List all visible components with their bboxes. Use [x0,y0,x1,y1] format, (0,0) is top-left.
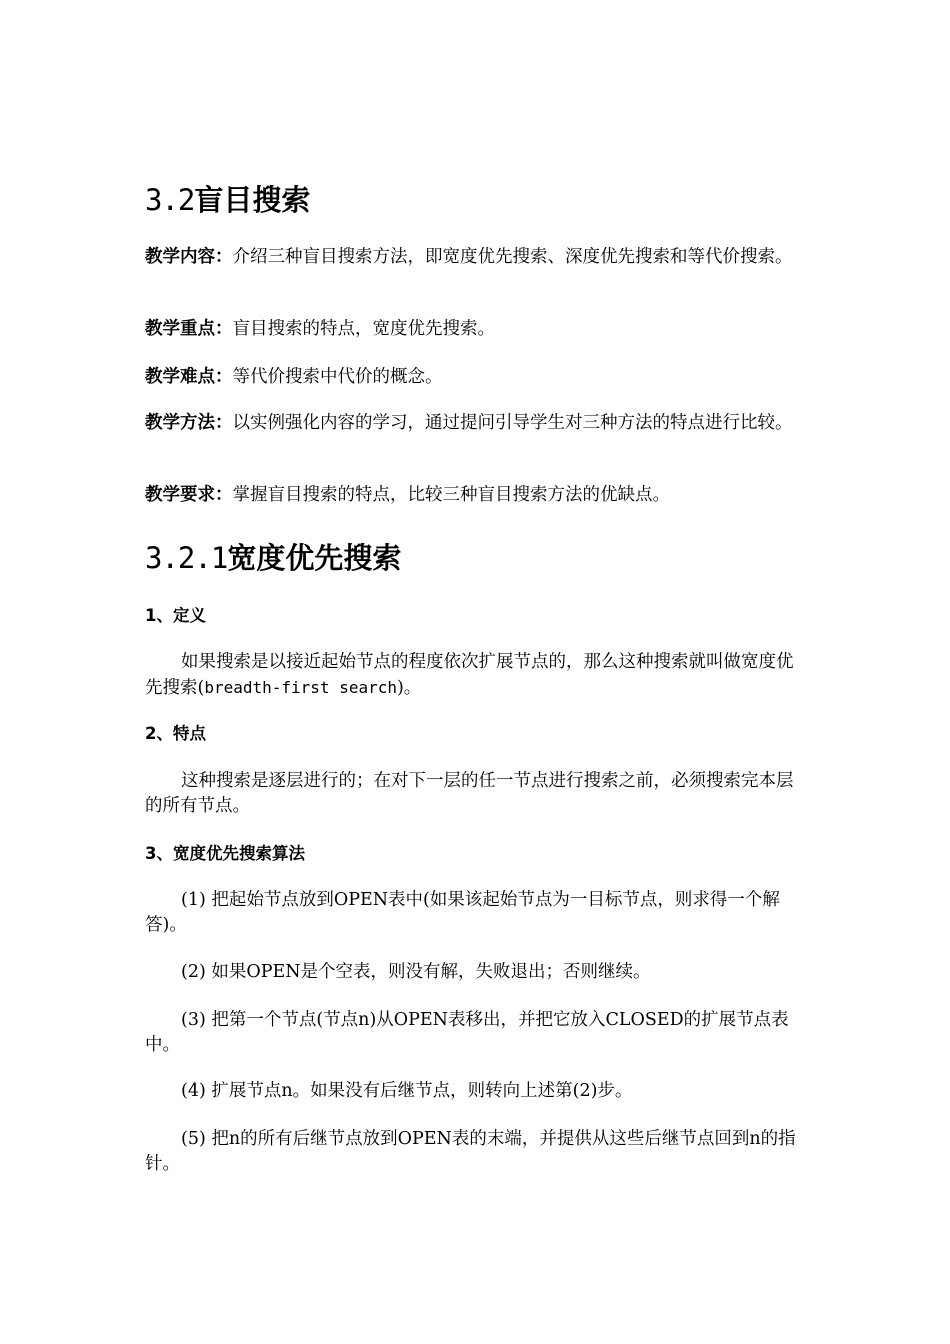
section-number: 3.2 [145,183,195,217]
teaching-label: 教学方法： [145,413,233,433]
algorithm-step-2: (2) 如果OPEN是个空表，则没有解，失败退出；否则继续。 [181,962,651,982]
teaching-label: 教学内容： [145,247,233,267]
subsection-number: 3.2.1 [145,541,228,575]
teaching-content-paragraph [145,245,810,270]
teaching-requirement-paragraph [145,483,810,508]
section-title: 盲目搜索 [194,183,311,217]
teaching-text: 以实例强化内容的学习，通过提问引导学生对三种方法的特点进行比较。 [232,413,793,433]
algorithm-heading: 3、宽度优先搜索算法 [145,844,305,863]
teaching-difficulty-paragraph [145,365,810,390]
algorithm-step-5: (5) 把n的所有后继节点放到OPEN表的末端，并提供从这些后继节点回到n的指针。 [145,1129,796,1174]
subsection-title: 宽度优先搜索 [227,541,402,575]
definition-heading: 1、定义 [145,606,206,625]
teaching-text: 介绍三种盲目搜索方法，即宽度优先搜索、深度优先搜索和等代价搜索。 [232,247,793,267]
algorithm-step-1: (1) 把起始节点放到OPEN表中(如果该起始节点为一目标节点，则求得一个解答)。 [145,890,780,935]
algorithm-step-3: (3) 把第一个节点(节点n)从OPEN表移出，并把它放入CLOSED的扩展节点表中。 [145,1010,789,1055]
teaching-focus-paragraph [145,317,810,342]
teaching-method-paragraph [145,411,810,436]
algorithm-step-4: (4) 扩展节点n。如果没有后继节点，则转向上述第(2)步。 [181,1081,633,1101]
section-heading-3-2 [145,182,310,218]
teaching-label: 教学难点： [145,367,233,387]
definition-text: 如果搜索是以接近起始节点的程度依次扩展节点的，那么这种搜索就叫做宽度优先搜索( [145,652,794,698]
feature-paragraph: 这种搜索是逐层进行的；在对下一层的任一节点进行搜索之前，必须搜索完本层的所有节点。 [145,771,794,816]
teaching-text: 掌握盲目搜索的特点，比较三种盲目搜索方法的优缺点。 [232,485,670,505]
teaching-label: 教学要求： [145,485,233,505]
teaching-text: 盲目搜索的特点，宽度优先搜索。 [232,319,495,339]
definition-term: breadth-first search [204,678,397,697]
feature-heading: 2、特点 [145,724,206,743]
definition-text-end: )。 [396,678,422,698]
teaching-label: 教学重点： [145,319,233,339]
teaching-text: 等代价搜索中代价的概念。 [232,367,443,387]
section-heading-3-2-1 [145,540,401,576]
definition-paragraph [145,650,810,701]
